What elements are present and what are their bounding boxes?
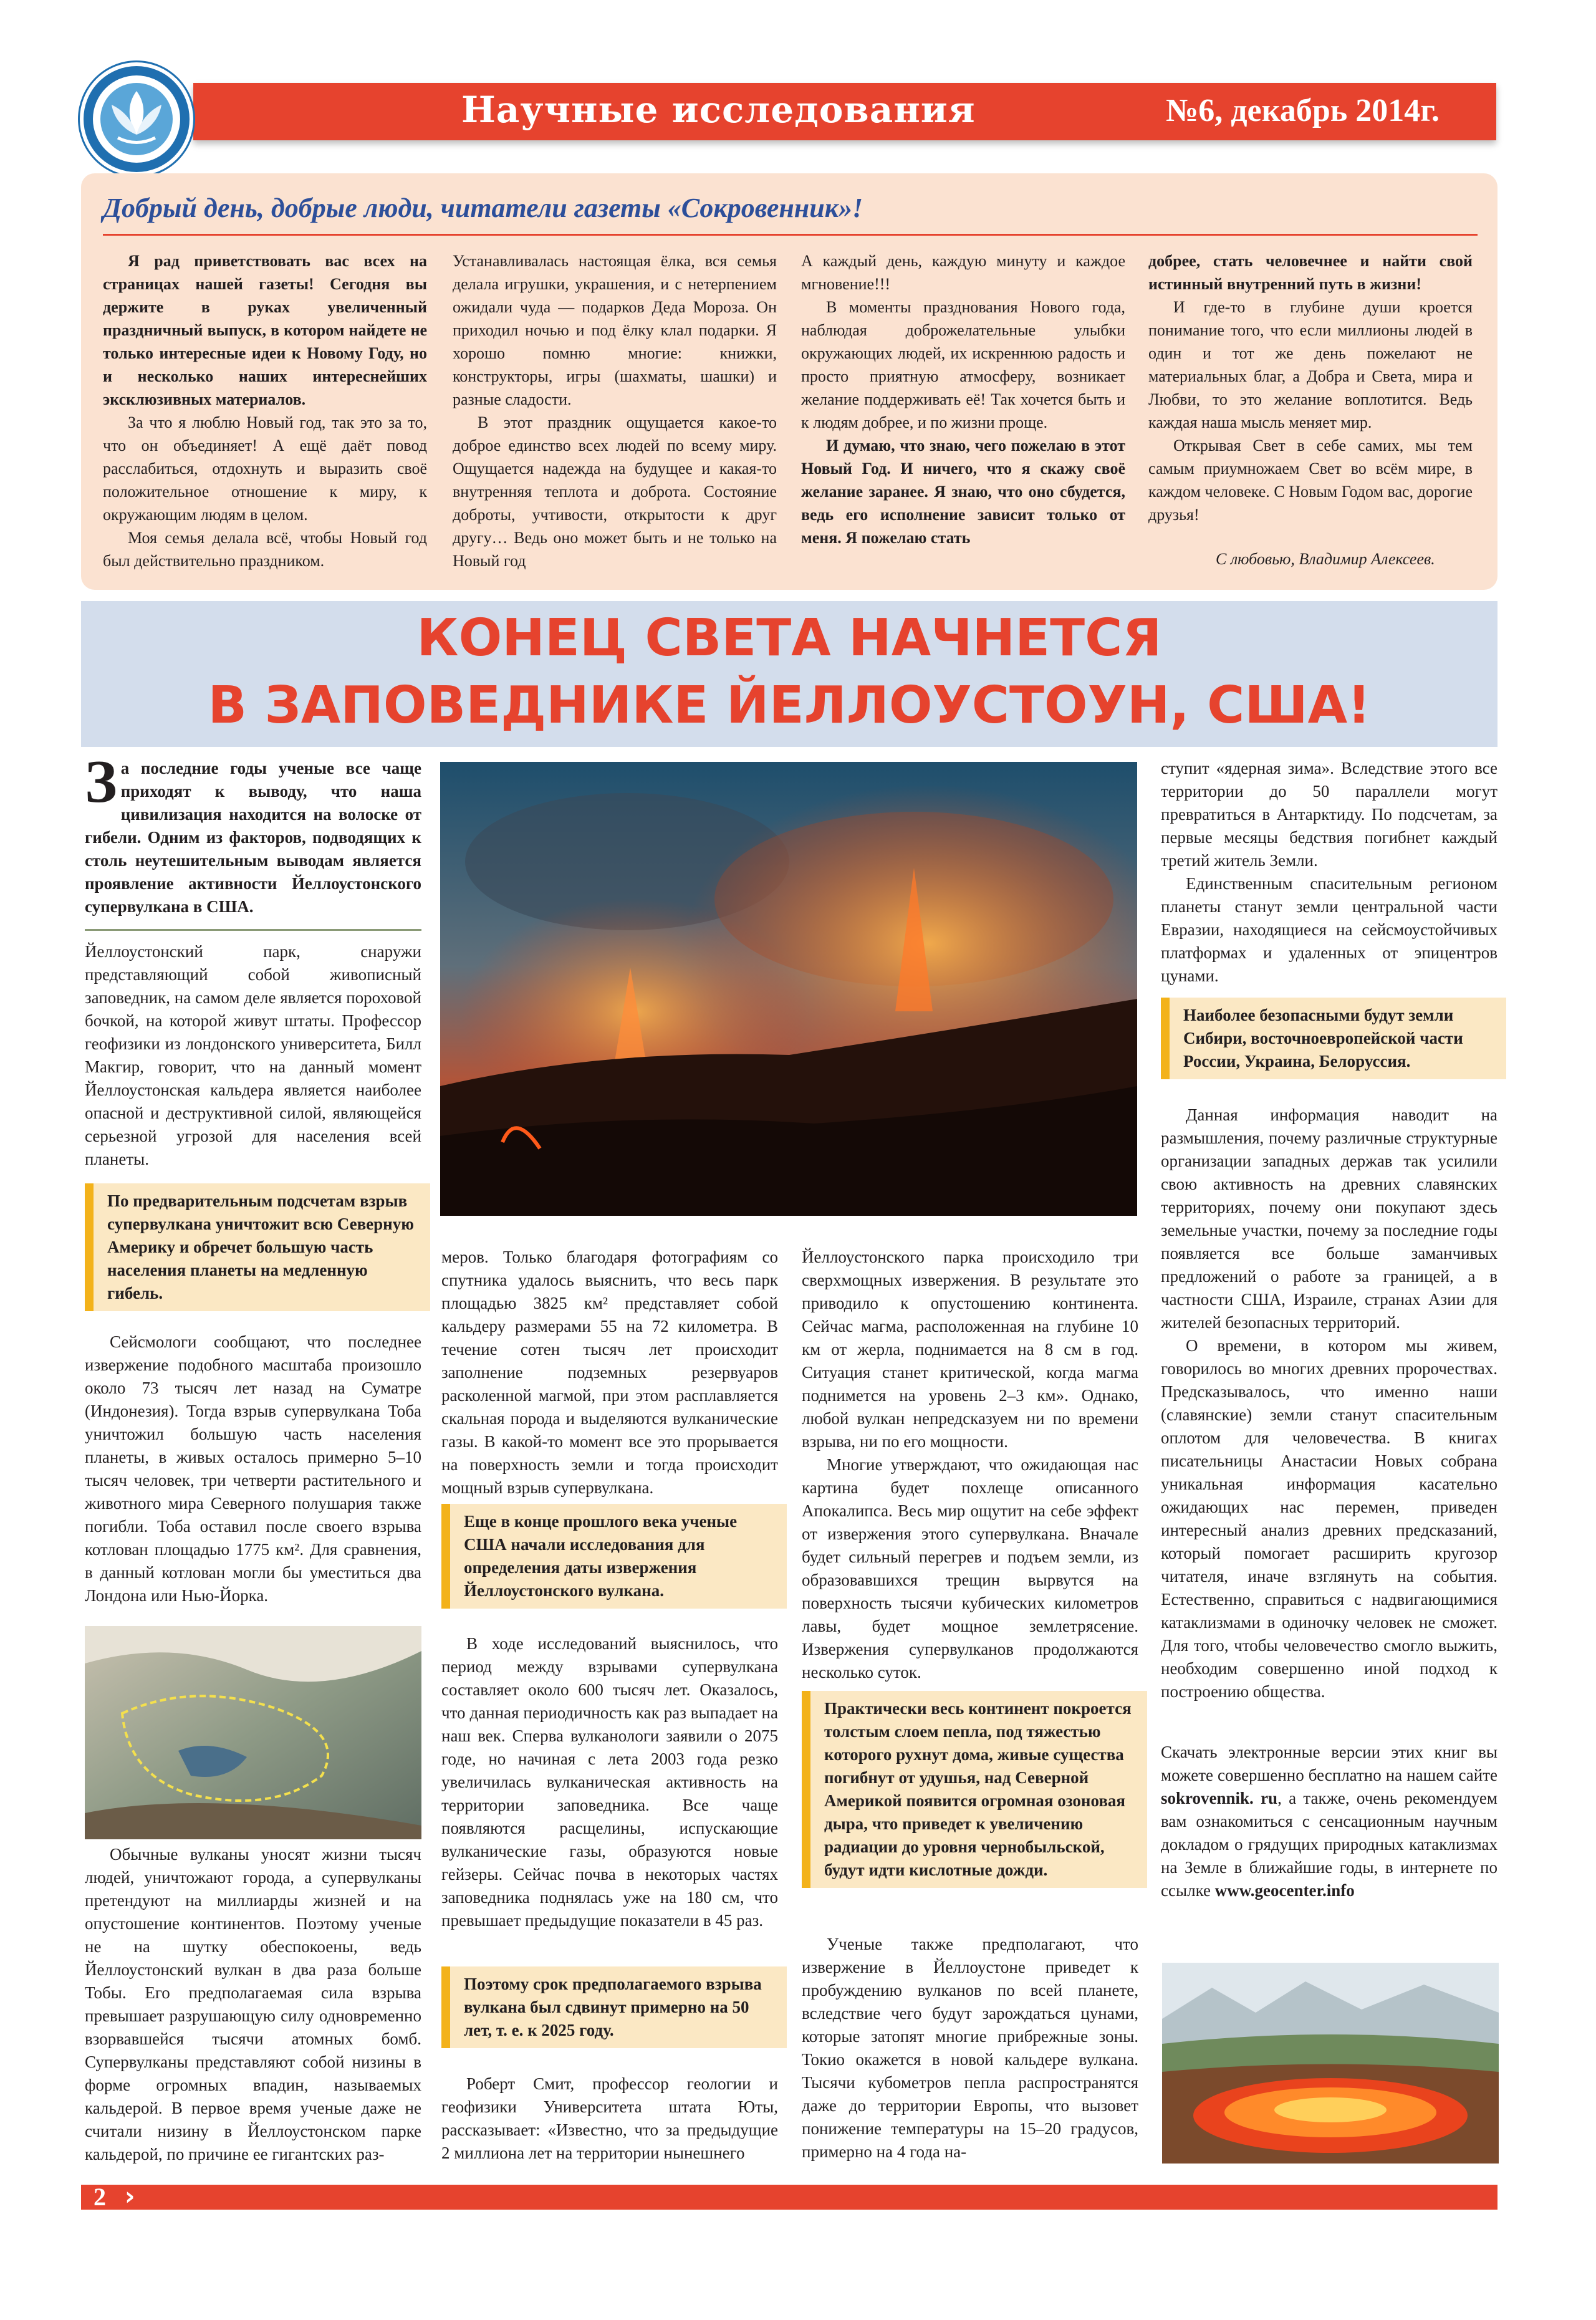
volcano-eruption-photo: [440, 762, 1137, 1216]
drop-cap: З: [85, 748, 117, 816]
headline-line-1: КОНЕЦ СВЕТА НАЧНЕТСЯ: [416, 609, 1162, 668]
geocenter-link[interactable]: www.geocenter.info: [1214, 1881, 1355, 1900]
article-paragraph: Единственным спасительным регионом планеты станут земли центральной части Евразии, находящиеся на сейсмоустойчивых платформах и удаленных от эпицентров цунами.: [1161, 874, 1497, 985]
article-column-1b: [85, 1331, 421, 1607]
article-column-2c: [441, 2072, 778, 2165]
lead-text: а последние годы ученые все чаще приходят к выводу, что наша цивилизация находится на волоске от гибели. Одним из факторов, подводящих к столь неутешительным выводам является проявление активности Йеллоустонского супервулкана в США.: [85, 759, 421, 916]
greeting-column-1: [103, 249, 427, 572]
article-paragraph: Ученые также предполагают, что извержение в Йеллоустоне приведет к пробуждению вулканов по всей планете, вследствие чего будут зарождаться цунами, которые затопят многие прибрежные зоны. Токио окажется в новой кальдере вулкана. Тысячи кубометров пепла распространятся даже до территории Европы, что вызовет понижение температуры на 15–20 градусов, примерно на 4 года на-: [802, 1935, 1138, 2161]
greeting-paragraph: добрее, стать человечнее и найти свой истинный внутренний путь в жизни!: [1148, 252, 1473, 293]
article-paragraph: Многие утверждают, что ожидающая нас картина будет похлеще описанного Апокалипса. Весь мир ощутит на себе эффект от извержения этого супервулкана. Вначале будет сильный перегрев и подъем земли, из образовавшихся трещин вырвутся на поверхность тысячи кубических километров лавы, будет мощное землетрясение. Извержения супервулканов продолжаются несколько суток.: [802, 1455, 1138, 1682]
article-paragraph: Йеллоустонского парка происходило три сверхмощных извержения. В результате это приводило к опустошению континента. Сейчас магма, расположенная на глубине 10 км от жерла, поднимается на 8 см в год. Ситуация станет критической, когда магма поднимется на уровень 2–3 км». Однако, любой вулкан непредсказуем ни по времени взрыва, ни по его мощности.: [802, 1248, 1138, 1451]
headline-line-2: В ЗАПОВЕДНИКЕ ЙЕЛЛОУСТОУН, США!: [208, 676, 1371, 735]
greeting-divider: [103, 234, 1478, 236]
article-column-1c: [85, 1843, 421, 2166]
article-column-2a: [441, 1246, 778, 1499]
greeting-paragraph: В этот праздник ощущается какое-то доброе единство всех людей по всему миру. Ощущается надежда на будущее и какая-то внутренняя теплота и доброта. Состояние доброты, учтивости, открытости к друг другу… Ведь оно может быть и не только на Новый год: [453, 413, 777, 570]
greeting-paragraph: Я рад приветствовать вас всех на страницах нашей газеты! Сегодня вы держите в руках увеличенный праздничный выпуск, в котором найдете не только интересные идеи к Новому Году, но и несколько наших интереснейших эксклюзивных материалов.: [103, 252, 427, 408]
greeting-title: Добрый день, добрые люди, читатели газеты «Сокровенник»!: [103, 193, 863, 223]
greeting-paragraph: Моя семья делала всё, чтобы Новый год был действительно праздником.: [103, 529, 427, 570]
callout-box: Еще в конце прошлого века ученые США начали исследования для определения даты извержения Йеллоустонского вулкана.: [441, 1504, 787, 1609]
section-title: Научные исследования: [461, 89, 976, 131]
newspaper-logo: [80, 62, 193, 176]
greeting-paragraph: А каждый день, каждую минуту и каждое мгновение!!!: [801, 252, 1125, 293]
article-column-1a: [85, 940, 421, 1171]
greeting-paragraph: За что я люблю Новый год, так это за то, что он объединяет! А ещё даёт повод расслабиться, отдохнуть и выразить своё положительное отношение к миру, к окружающим людям в целом.: [103, 413, 427, 524]
article-column-4b: [1161, 1104, 1497, 1703]
article-column-2b: [441, 1632, 778, 1932]
greeting-paragraph: Устанавливалась настоящая ёлка, вся семья делала игрушки, украшения, и с нетерпением ожидали чуда — подарков Деда Мороза. Он приходил ночью и под ёлку клал подарки. Я хорошо помню многие: книжки, конструкторы, игры (шахматы, шашки) и разные сладости.: [453, 252, 777, 408]
article-paragraph: Данная информация наводит на размышления, почему различные структурные организации западных держав так усилили свою активность на древних славянских территориях, почему они покупают здесь земельные участки, почему за последние годы появляется все больше заманчивых предложений о работе за границей, а в частности США, Израиле, странах Азии для жителей безопасных территорий.: [1161, 1105, 1497, 1332]
article-column-3b: [802, 1933, 1138, 2164]
greeting-column-2: [453, 249, 777, 572]
article-paragraph: меров. Только благодаря фотографиям со спутника удалось выяснить, что весь парк площадью 3825 км² представляет собой кальдеру размерами 55 на 72 километра. В течение сотен тысяч лет происходит заполнение подземных резервуаров расколенной магмой, при этом расплавляется скальная порода и выделяются вулканические газы. В какой-то момент все это прорывается на поверхность земли и тогда происходит мощный взрыв супервулкана.: [441, 1248, 778, 1497]
download-text: Скачать электронные версии этих книг вы можете совершенно бесплатно на нашем сайте: [1161, 1743, 1497, 1784]
greeting-paragraph: В моменты празднования Нового года, наблюдая доброжелательные улыбки окружающих людей, их искреннюю радость и просто приятную атмосферу, возникает желание поддерживать её! Так хочется быть и к людям добрее, и по жизни проще.: [801, 298, 1125, 431]
greeting-paragraph: Открывая Свет в себе самих, мы тем самым приумножаем Свет во всём мире, в каждом человеке. С Новым Годом вас, дорогие друзья!: [1148, 436, 1473, 524]
article-paragraph: Йеллоустонский парк, снаружи представляющий собой живописный заповедник, на самом деле является пороховой бочкой, на которой живут штаты. Профессор геофизики из лондонского университета, Билл Макгир, говорит, что на данный момент Йеллоустонская кальдера является наиболее опасной и деструктивной силой, являющейся серьезной угрозой для населения всей планеты.: [85, 942, 421, 1168]
greeting-paragraph: И думаю, что знаю, чего пожелаю в этот Новый Год. И ничего, что я скажу своё желание заранее. Я знаю, что оно сбудется, ведь его исполнение зависит только от меня. Я пожелаю стать: [801, 436, 1125, 547]
callout-box: Наиболее безопасными будут земли Сибири, восточноевропейской части России, Украина, Белоруссия.: [1161, 998, 1506, 1079]
greeting-signature: С любовью, Владимир Алексеев.: [1216, 550, 1435, 568]
footer-bar: [81, 2185, 1497, 2210]
article-column-4a: [1161, 757, 1497, 988]
article-paragraph: Обычные вулканы уносят жизни тысяч людей, уничтожают города, а супервулканы претендуют на миллиарды жизней и на опустошение континентов. Поэтому ученые не на шутку обеспокоены, ведь Йеллоустонский вулкан в два раза больше Тобы. Его предполагаемая сила взрыва превышает разрушающую силу одновременно взорвавшейся тысячи атомных бомб. Супервулканы представляют собой низины в форме огромных впадин, называемых кальдерой. В первое время ученые даже не считали низину в Йеллоустонском парке кальдерой, по причине ее гигантских раз-: [85, 1845, 421, 2164]
greeting-column-3: [801, 249, 1125, 549]
yellowstone-map-photo: [85, 1626, 421, 1839]
article-lead: [85, 748, 421, 918]
article-paragraph: Роберт Смит, профессор геологии и геофизики Университета штата Юты, рассказывает: «Известно, что за предыдущие 2 миллиона лет на территории нынешнего: [441, 2074, 778, 2162]
caldera-illustration: [1162, 1963, 1499, 2164]
callout-box: По предварительным подсчетам взрыв супервулкана уничтожит всю Северную Америку и обречет большую часть населения планеты на медленную гибель.: [85, 1183, 430, 1311]
chevron-right-icon: ›: [125, 2182, 135, 2211]
callout-box: Практически весь континент покроется толстым слоем пепла, под тяжестью которого рухнут дома, живые существа погибнут от удушья, над Северной Америкой появится огромная озоновая дыра, что приведет к увеличению радиации до уровня чернобыльской, будут идти кислотные дожди.: [802, 1691, 1147, 1888]
article-paragraph: [1161, 1741, 1497, 1902]
download-text-2: , а также, очень рекомендуем вам ознакомиться с сенсационным научным докладом о грядущих природных катаклизмах на Земле в ближайшие годы, в интернете по ссылке: [1161, 1789, 1498, 1900]
callout-box: Поэтому срок предполагаемого взрыва вулкана был сдвинут примерно на 50 лет, т. е. к 2025 году.: [441, 1966, 787, 2048]
article-paragraph: В ходе исследований выяснилось, что период между взрывами супервулкана составляет около 600 тысяч лет. Оказалось, что данная периодичность как раз выпадает на наш век. Сперва вулканологи заявили о 2075 годе, но начиная с лета 2003 года резко увеличилась вулканическая активность на территории заповедника. Все чаще появляются расщелины, испускающие вулканические газы, образуются новые гейзеры. Сейчас почва в некоторых частях заповедника поднялась уже на 180 см, что превышает предыдущие показатели в 45 раз.: [441, 1634, 778, 1930]
page-number: 2: [94, 2183, 106, 2211]
greeting-paragraph: И где-то в глубине души кроется понимание того, что если миллионы людей в один и тот же день пожелают не материальных благ, а Добра и Света, мира и Любви, то это желание воплотится. Ведь каждая наша мысль меняет мир.: [1148, 298, 1473, 431]
greeting-column-4: [1148, 249, 1473, 526]
lotus-logo-icon: [84, 66, 190, 172]
article-column-4c: [1161, 1741, 1497, 1902]
article-column-3a: [802, 1246, 1138, 1684]
lead-divider: [85, 929, 421, 931]
article-paragraph: ступит «ядерная зима». Вследствие этого все территории до 50 параллели могут превратиться в Антарктиду. По подсчетам, за первые месяцы бедствия погибнет каждый третий житель Земли.: [1161, 759, 1497, 870]
issue-number-date: №6, декабрь 2014г.: [1166, 93, 1440, 128]
site-link[interactable]: sokrovennik. ru: [1161, 1789, 1278, 1807]
article-paragraph: Сейсмологи сообщают, что последнее извержение подобного масштаба произошло около 73 тысяч лет назад на Суматре (Индонезия). Тогда взрыв супервулкана Тоба уничтожил большую часть населения планеты, в живых осталось примерно 5–10 тысяч человек, три четверти растительного и животного мира Северного полушария также погибли. Тоба оставил после своего взрыва котлован площадью 1775 км². Для сравнения, в данный котлован могли бы уместиться два Лондона или Нью-Йорка.: [85, 1332, 421, 1605]
article-paragraph: О времени, в котором мы живем, говорилось во многих древних пророчествах. Предсказывалось, что именно наши (славянские) земли станут спасительным оплотом для человечества. В книгах писательницы Анастасии Новых собрана уникальная информация касательно ожидающих нас перемен, приведен интересный анализ древних предсказаний, который помогает расширить кругозор читателя, иначе взглянуть на события. Естественно, справиться с надвигающимися катаклизмами в одиночку человек не сможет. Для того, чтобы человечество смогло выжить, необходим совершенно иной подход к построению общества.: [1161, 1336, 1497, 1701]
